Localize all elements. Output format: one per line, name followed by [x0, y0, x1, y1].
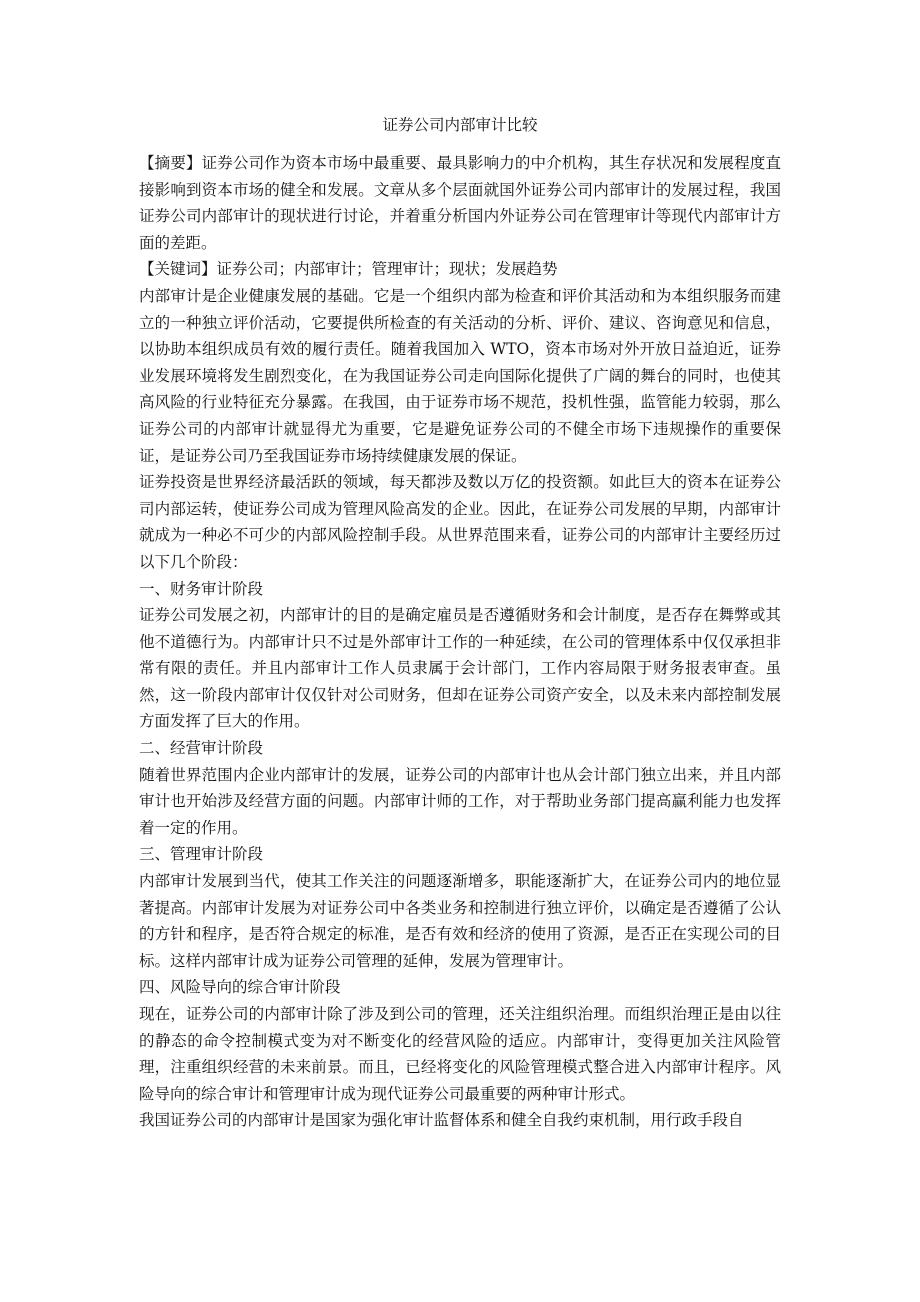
- body-paragraph: 我国证券公司的内部审计是国家为强化审计监督体系和健全自我约束机制，用行政手段自: [139, 1111, 744, 1130]
- body-paragraph: 随着世界范围内企业内部审计的发展，证券公司的内部审计也从会计部门独立出来，并且内部审计也开始涉及经营方面的问题。内部审计师的工作，对于帮助业务部门提高赢利能力也发挥着一定的作用。: [139, 765, 781, 837]
- abstract-paragraph: 【摘要】证券公司作为资本市场中最重要、最具影响力的中介机构，其生存状况和发展程度直接影响到资本市场的健全和发展。文章从多个层面就国外证券公司内部审计的发展过程，我国证券公司内部审计的现状进行讨论，并着重分析国内外证券公司在管理审计等现代内部审计方面的差距。: [139, 154, 781, 252]
- section-heading: 二、经营审计阶段: [139, 739, 264, 758]
- section-heading: 一、财务审计阶段: [139, 579, 264, 598]
- body-paragraph: 证券投资是世界经济最活跃的领域，每天都涉及数以万亿的投资额。如此巨大的资本在证券公司内部运转，使证券公司成为管理风险高发的企业。因此，在证券公司发展的早期，内部审计就成为一种必不可少的内部风险控制手段。从世界范围来看，证券公司的内部审计主要经历过以下几个阶段：: [139, 473, 781, 571]
- document-body: [139, 112, 781, 1134]
- document-title: 证券公司内部审计比较: [382, 116, 538, 134]
- section-heading: 四、风险导向的综合审计阶段: [139, 978, 341, 997]
- keywords-paragraph: 【关键词】证券公司；内部审计；管理审计；现状；发展趋势: [139, 260, 558, 279]
- body-paragraph: 现在，证券公司的内部审计除了涉及到公司的管理，还关注组织治理。而组织治理正是由以往的静态的命令控制模式变为对不断变化的经营风险的适应。内部审计，变得更加关注风险管理，注重组织经营的未来前景。而且，已经将变化的风险管理模式整合进入内部审计程序。风险导向的综合审计和管理审计成为现代证券公司最重要的两种审计形式。: [139, 1005, 781, 1103]
- body-paragraph: 内部审计是企业健康发展的基础。它是一个组织内部为检查和评价其活动和为本组织服务而建立的一种独立评价活动，它要提供所检查的有关活动的分析、评价、建议、咨询意见和信息，以协助本组织成员有效的履行责任。随着我国加入 WTO，资本市场对外开放日益迫近，证券业发展环境将发生剧烈变化，在为我国证券公司走向国际化提供了广阔的舞台的同时，也使其高风险的行业特征充分暴露。在我国，由于证券市场不规范，投机性强，监管能力较弱，那么证券公司的内部审计就显得尤为重要，它是避免证券公司的不健全市场下违规操作的重要保证，是证券公司乃至我国证券市场持续健康发展的保证。: [139, 286, 781, 465]
- body-paragraph: 证券公司发展之初，内部审计的目的是确定雇员是否遵循财务和会计制度，是否存在舞弊或其他不道德行为。内部审计只不过是外部审计工作的一种延续，在公司的管理体系中仅仅承担非常有限的责任。并且内部审计工作人员隶属于会计部门，工作内容局限于财务报表审查。虽然，这一阶段内部审计仅仅针对公司财务，但却在证券公司资产安全，以及未来内部控制发展方面发挥了巨大的作用。: [139, 606, 781, 731]
- section-heading: 三、管理审计阶段: [139, 845, 264, 864]
- body-paragraph: 内部审计发展到当代，使其工作关注的问题逐渐增多，职能逐渐扩大，在证券公司内的地位显著提高。内部审计发展为对证券公司中各类业务和控制进行独立评价，以确定是否遵循了公认的方针和程序，是否符合规定的标准，是否有效和经济的使用了资源，是否正在实现公司的目标。这样内部审计成为证券公司管理的延伸，发展为管理审计。: [139, 872, 781, 970]
